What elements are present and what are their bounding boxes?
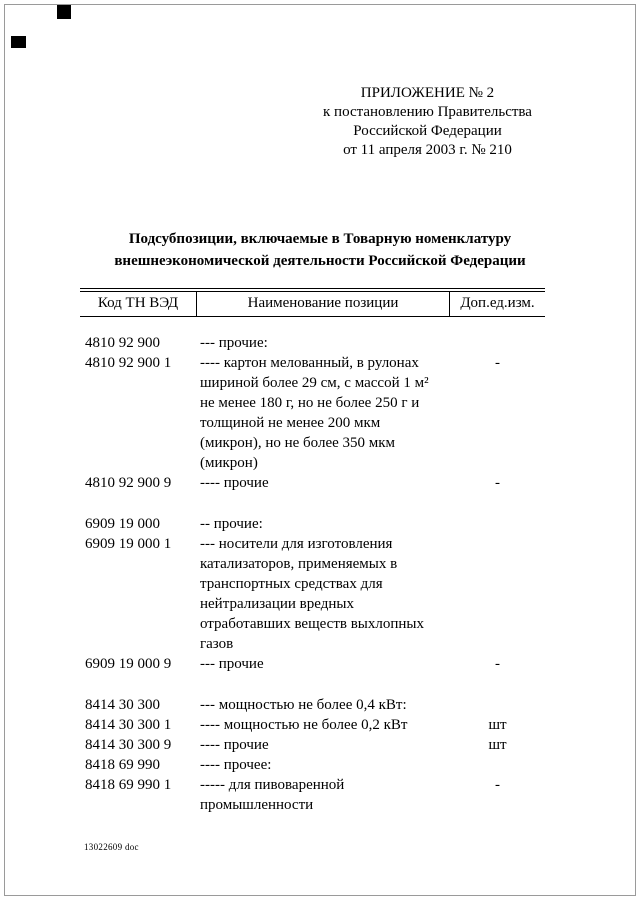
document-title-line-2: внешнеэкономической деятельности Российской Федерации: [114, 253, 526, 269]
table-row: [80, 333, 545, 353]
name-cell: ---- прочие: [200, 475, 269, 491]
unit-cell: -: [495, 475, 500, 491]
code-cell: 4810 92 900 1: [85, 355, 172, 371]
unit-cell: -: [495, 656, 500, 672]
name-cell: ---- мощностью не более 0,2 кВт: [200, 717, 408, 733]
code-cell: 8414 30 300 9: [85, 737, 172, 753]
document-title: [50, 228, 590, 272]
table-row: [80, 514, 545, 534]
unit-cell: шт: [488, 737, 507, 753]
name-cell: ---- прочие: [200, 737, 269, 753]
unit-cell: [450, 695, 545, 715]
table-row: [80, 473, 545, 493]
code-cell: 6909 19 000 1: [85, 536, 172, 552]
unit-cell: -: [495, 355, 500, 371]
code-cell: 8418 69 990: [85, 757, 160, 773]
column-header-name: Наименование позиции: [197, 292, 450, 316]
code-cell: 4810 92 900 9: [85, 475, 172, 491]
code-cell: 8418 69 990 1: [85, 777, 172, 793]
name-cell: -- прочие:: [200, 516, 263, 532]
unit-cell: [450, 514, 545, 534]
name-cell: --- носители для изготовления катализаторов, применяемых в транспортных средствах для нейтрализации вредных отработавших веществ выхлопных газов: [200, 536, 424, 652]
table-row: [80, 735, 545, 755]
name-cell: ---- картон мелованный, в рулонах шириной более 29 см, с массой 1 м² не менее 180 г, но не более 250 г и толщиной не менее 200 мкм (микрон), но не более 350 мкм (микрон): [200, 355, 429, 471]
table-row: [80, 353, 545, 473]
table-body: [80, 317, 545, 815]
header-appendix-line: ПРИЛОЖЕНИЕ № 2: [360, 85, 495, 101]
unit-cell: [450, 534, 545, 654]
footer-filename: 13022609 doc: [84, 842, 139, 852]
tnved-table: [80, 287, 545, 815]
table-row: [80, 715, 545, 735]
column-header-code: Код ТН ВЭД: [80, 292, 197, 316]
document-header-block: [300, 84, 555, 160]
name-cell: ---- прочее:: [200, 757, 272, 773]
unit-cell: [450, 333, 545, 353]
code-cell: 6909 19 000 9: [85, 656, 172, 672]
scan-artifact-square-2: [11, 36, 26, 48]
table-row: [80, 755, 545, 775]
header-date-line: от 11 апреля 2003 г. № 210: [343, 142, 512, 158]
code-cell: 4810 92 900: [85, 335, 160, 351]
code-cell: 8414 30 300: [85, 697, 160, 713]
name-cell: --- прочие:: [200, 335, 268, 351]
table-row: [80, 654, 545, 674]
unit-cell: шт: [488, 717, 507, 733]
header-decree-line: к постановлению Правительства: [323, 104, 532, 120]
table-row: [80, 695, 545, 715]
name-cell: --- прочие: [200, 656, 264, 672]
unit-cell: -: [495, 777, 500, 793]
unit-cell: [450, 755, 545, 775]
table-row: [80, 534, 545, 654]
header-federation-line: Российской Федерации: [353, 123, 502, 139]
column-header-unit: Доп.ед.изм.: [460, 295, 535, 311]
code-cell: 8414 30 300 1: [85, 717, 172, 733]
scan-artifact-square-1: [57, 5, 71, 19]
name-cell: --- мощностью не более 0,4 кВт:: [200, 697, 407, 713]
table-row: [80, 775, 545, 815]
name-cell: ----- для пивоваренной промышленности: [200, 777, 345, 813]
table-header-row: [80, 291, 545, 317]
document-title-line-1: Подсубпозиции, включаемые в Товарную номенклатуру: [128, 231, 512, 247]
code-cell: 6909 19 000: [85, 516, 160, 532]
